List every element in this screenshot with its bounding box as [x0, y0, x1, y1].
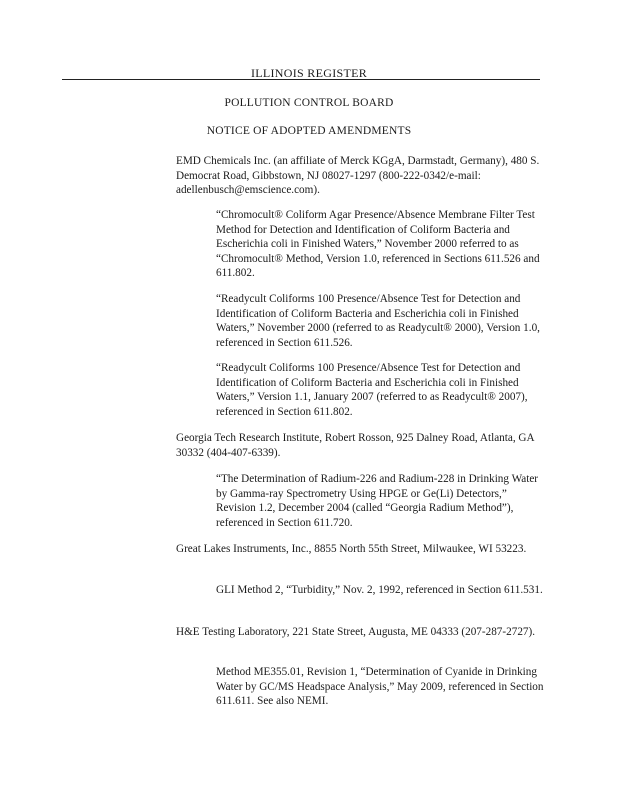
org-paragraph: H&E Testing Laboratory, 221 State Street, Augusta, ME 04333 (207-287-2727).	[176, 626, 536, 638]
reference-paragraph: “Chromocult® Coliform Agar Presence/Absence Membrane Filter Test Method for Detection and Identification of Coliform Bacteria and Escherichia coli in Finished Waters,” November 2000 referred to as “Chromocult® Method, Version 1.0, referenced in Sections 611.526 and 611.802.	[216, 209, 540, 280]
board-title: POLLUTION CONTROL BOARD	[224, 97, 394, 109]
reference-paragraph: GLI Method 2, “Turbidity,” Nov. 2, 1992, referenced in Section 611.531.	[216, 584, 543, 596]
org-paragraph: Georgia Tech Research Institute, Robert Rosson, 925 Dalney Road, Atlanta, GA 30332 (404-407-6339).	[176, 432, 534, 459]
register-title: ILLINOIS REGISTER	[250, 66, 368, 80]
reference-paragraph: “Readycult Coliforms 100 Presence/Absence Test for Detection and Identification of Coliform Bacteria and Escherichia coli in Finished Waters,” November 2000 (referred to as Readycult® 2000), Version 1.0, referenced in Section 611.526.	[216, 293, 540, 349]
reference-paragraph: “The Determination of Radium-226 and Radium-228 in Drinking Water by Gamma-ray Spectrometry Using HPGE or Ge(Li) Detectors,” Revision 1.2, December 2004 (called “Georgia Radium Method”), referenced in Section 611.720.	[216, 473, 539, 529]
org-paragraph: EMD Chemicals Inc. (an affiliate of Merck KGgA, Darmstadt, Germany), 480 S. Democrat Road, Gibbstown, NJ 08027-1297 (800-222-0342/e-mail: adellenbusch@emscience.com).	[176, 155, 540, 197]
notice-title: NOTICE OF ADOPTED AMENDMENTS	[206, 125, 412, 137]
reference-paragraph: Method ME355.01, Revision 1, “Determination of Cyanide in Drinking Water by GC/MS Headspace Analysis,” May 2009, referenced in Section 611.611. See also NEMI.	[216, 666, 544, 708]
reference-paragraph: “Readycult Coliforms 100 Presence/Absence Test for Detection and Identification of Coliform Bacteria and Escherichia coli in Finished Waters,” Version 1.1, January 2007 (referred to as Readycult® 2007), referenced in Section 611.802.	[216, 362, 528, 418]
org-paragraph: Great Lakes Instruments, Inc., 8855 North 55th Street, Milwaukee, WI 53223.	[176, 543, 527, 555]
header-rule	[62, 79, 540, 80]
